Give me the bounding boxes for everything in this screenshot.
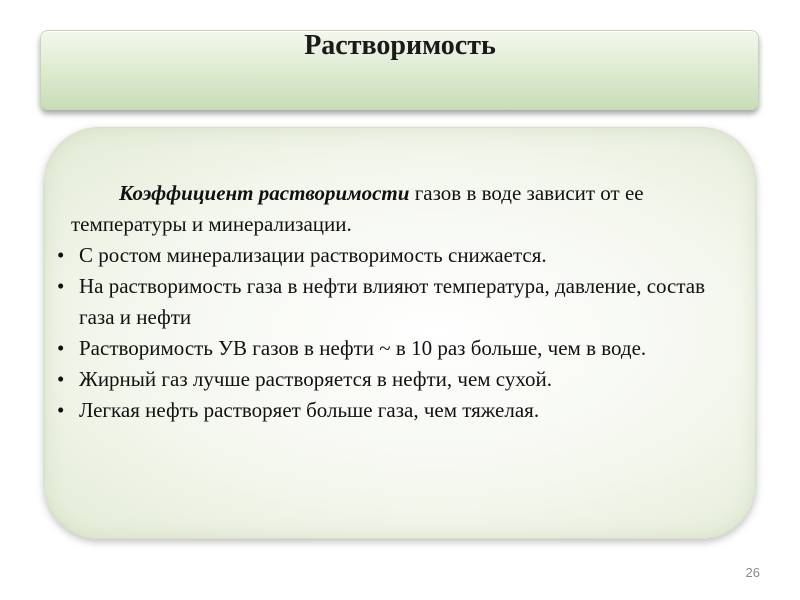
- slide-content: [55, 178, 745, 426]
- bullet-item-5: • Легкая нефть растворяет больше газа, чем тяжелая.: [55, 395, 745, 426]
- bullet-item-4: • Жирный газ лучше растворяется в нефти, чем сухой.: [55, 364, 745, 395]
- bullet-item-1: • С ростом минерализации растворимость снижается.: [55, 240, 745, 271]
- bullet-list: [55, 240, 745, 426]
- intro-text: газов в воде зависит от ее температуры и минерализации.: [71, 181, 644, 236]
- slide-title: Растворимость: [304, 30, 496, 61]
- intro-emphasis: Коэффициент растворимости: [119, 181, 410, 205]
- bullet-item-2: • На растворимость газа в нефти влияют температура, давление, состав газа и нефти: [55, 271, 745, 333]
- page-number: 26: [745, 565, 760, 580]
- intro-paragraph: [55, 178, 745, 240]
- bullet-item-3: • Растворимость УВ газов в нефти ~ в 10 раз больше, чем в воде.: [55, 333, 745, 364]
